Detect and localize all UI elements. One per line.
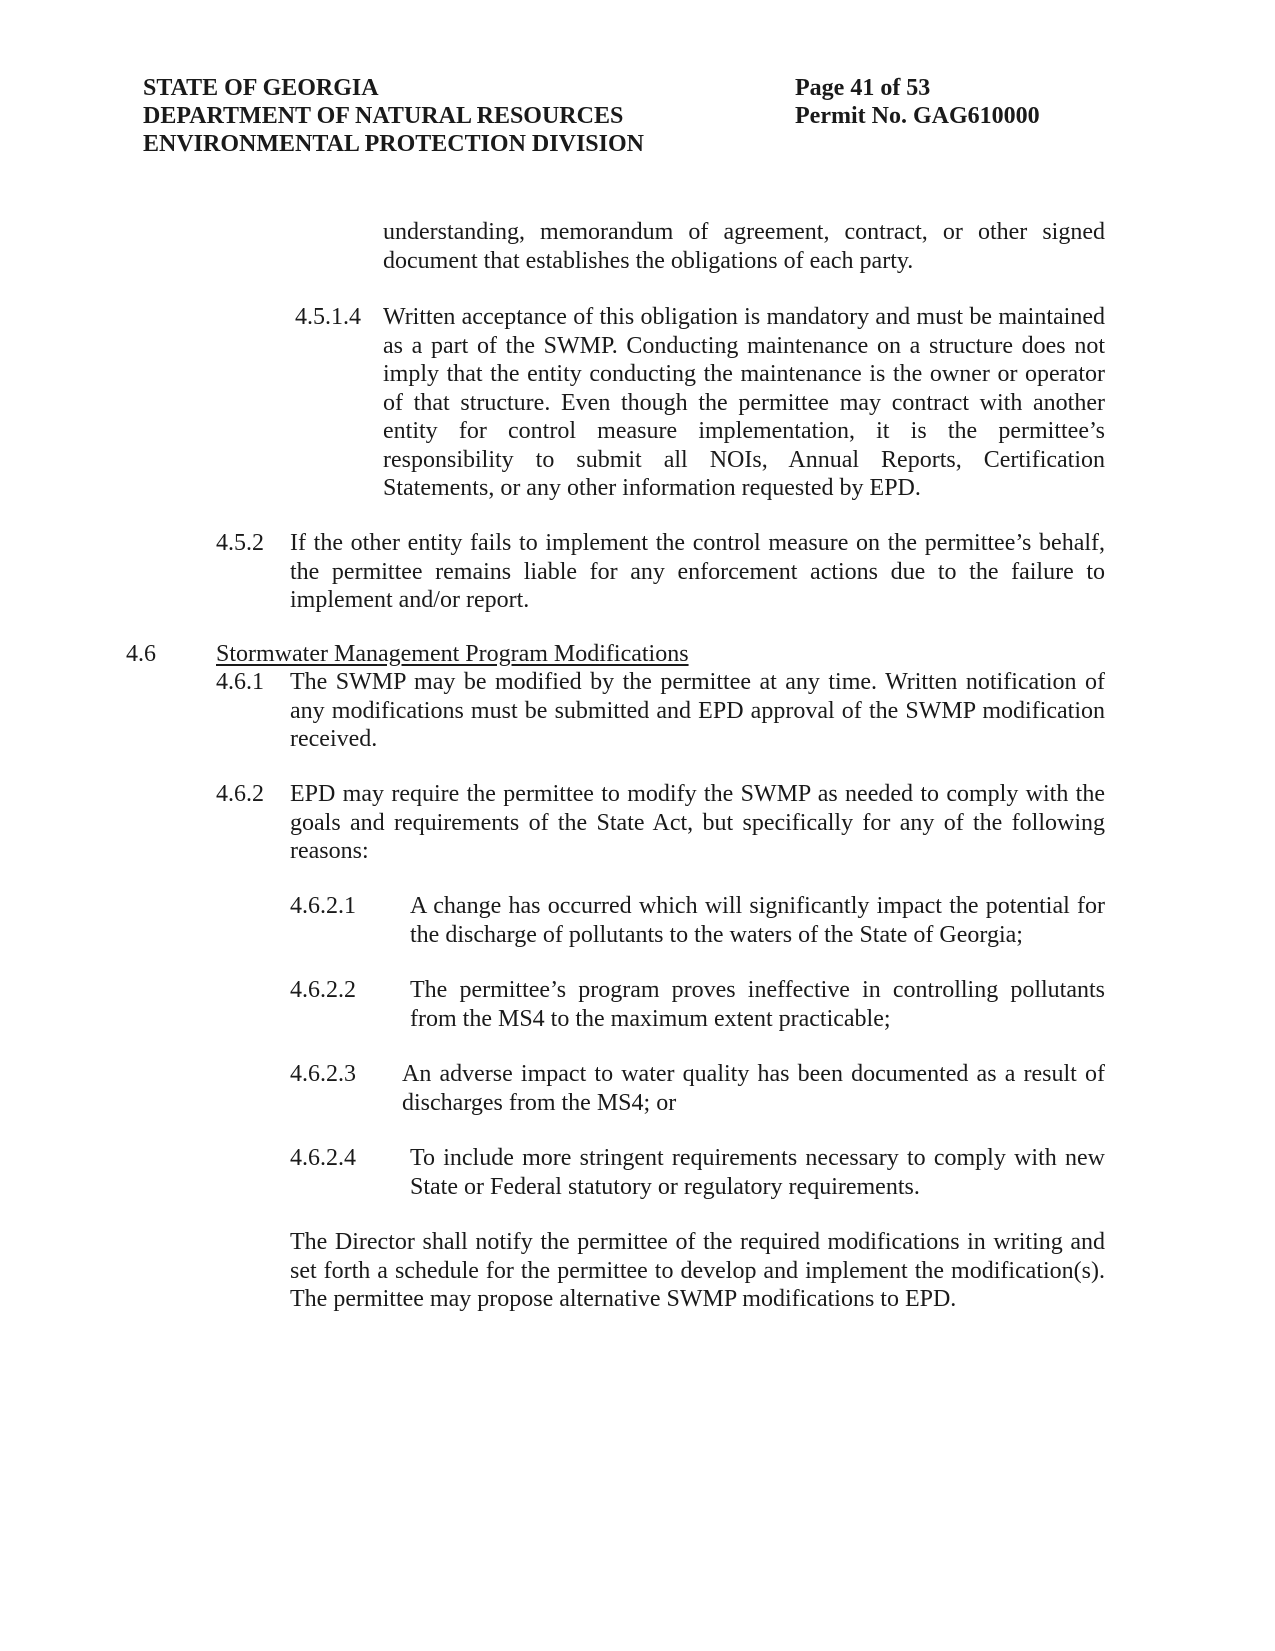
section-number: 4.6.1 xyxy=(216,669,264,695)
section-number: 4.5.2 xyxy=(216,530,264,556)
reason-text: To include more stringent requirements necessary to comply with new State or Federal statutory or regulatory requirements. xyxy=(410,1145,1105,1200)
section-number: 4.6.2 xyxy=(216,781,264,807)
reason-text: An adverse impact to water quality has been documented as a result of discharges from the MS4; or xyxy=(402,1061,1105,1116)
reason-text: The permittee’s program proves ineffective in controlling pollutants from the MS4 to the maximum extent practicable; xyxy=(410,977,1105,1032)
director-paragraph: The Director shall notify the permittee of the required modifications in writing and set forth a schedule for the permittee to develop and implement the modification(s). The permittee may propose alternative SWMP modifications to EPD. xyxy=(290,1229,1105,1312)
section-text: The SWMP may be modified by the permittee at any time. Written notification of any modifications must be submitted and EPD approval of the SWMP modification received. xyxy=(290,669,1105,752)
agency-header xyxy=(143,74,644,158)
section-text: EPD may require the permittee to modify the SWMP as needed to comply with the goals and requirements of the State Act, but specifically for any of the following reasons: xyxy=(290,781,1105,864)
reason-number: 4.6.2.4 xyxy=(290,1145,356,1171)
permit-number: Permit No. GAG610000 xyxy=(795,103,1040,129)
page-number: Page 41 of 53 xyxy=(795,75,931,101)
agency-line: DEPARTMENT OF NATURAL RESOURCES xyxy=(143,103,624,129)
reason-number: 4.6.2.1 xyxy=(290,893,356,919)
reason-text: A change has occurred which will significantly impact the potential for the discharge of pollutants to the waters of the State of Georgia; xyxy=(410,893,1105,948)
section-text: If the other entity fails to implement the control measure on the permittee’s behalf, the permittee remains liable for any enforcement actions due to the failure to implement and/or report. xyxy=(290,530,1105,613)
page-info-header xyxy=(795,74,1040,130)
reason-number: 4.6.2.3 xyxy=(290,1061,356,1087)
continuation-paragraph: understanding, memorandum of agreement, contract, or other signed document that establishes the obligations of each party. xyxy=(383,219,1105,274)
reason-number: 4.6.2.2 xyxy=(290,977,356,1003)
agency-line: ENVIRONMENTAL PROTECTION DIVISION xyxy=(143,131,644,157)
section-number: 4.6 xyxy=(126,641,156,667)
section-number: 4.5.1.4 xyxy=(295,304,361,330)
section-text: Written acceptance of this obligation is mandatory and must be maintained as a part of the SWMP. Conducting maintenance on a structure does not imply that the entity conducting the maintenance is the owner or operator of that structure. Even though the permittee may contract with another entity for control measure implementation, it is the permittee’s responsibility to submit all NOIs, Annual Reports, Certification Statements, or any other information requested by EPD. xyxy=(383,304,1105,501)
agency-line: STATE OF GEORGIA xyxy=(143,75,379,101)
section-heading: Stormwater Management Program Modifications xyxy=(216,641,689,667)
